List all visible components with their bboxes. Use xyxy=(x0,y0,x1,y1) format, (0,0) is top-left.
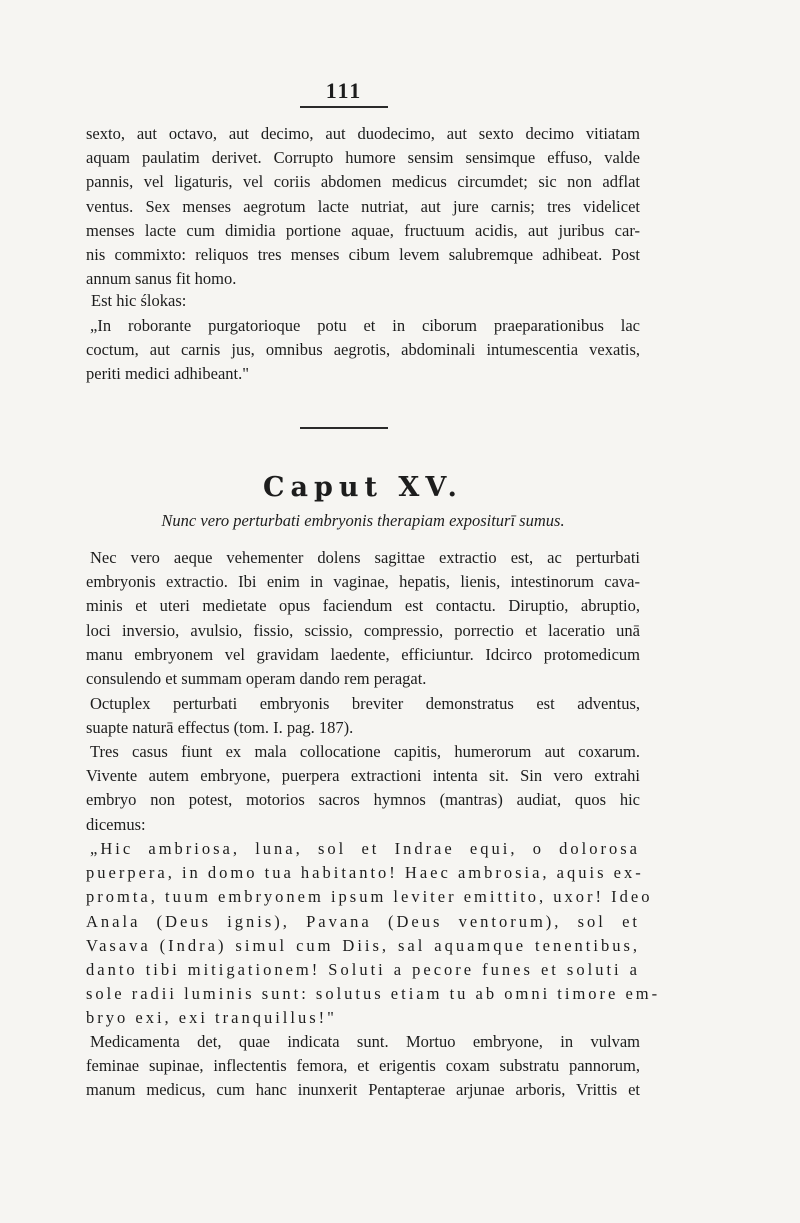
text-line: annum sanus fit homo. xyxy=(86,269,237,289)
text-line: Nec vero aeque vehementer dolens sagittae extractio est, ac perturbati xyxy=(90,548,640,567)
text-line: embryo non potest, motorios sacros hymnos (mantras) audiat, quos hic xyxy=(86,790,640,810)
text-line: Vivente autem embryone, puerpera extractioni intenta sit. Sin vero extrahi xyxy=(86,766,640,786)
text-line: embryonis extractio. Ibi enim in vaginae, hepatis, lienis, intestinorum cava- xyxy=(86,572,640,592)
text-line: ventus. Sex menses aegrotum lacte nutriat, aut jure carnis; tres videlicet xyxy=(86,196,640,216)
text-line: suapte naturā effectus (tom. I. pag. 187). xyxy=(86,718,354,738)
text-line: bryo exi, exi tranquillus!" xyxy=(86,1008,337,1028)
text-line: sexto, aut octavo, aut decimo, aut duodecimo, aut sexto decimo vitiatam xyxy=(86,124,640,143)
text-line: menses lacte cum dimidia portione aquae, fructuum acidis, aut juribus car- xyxy=(86,220,640,240)
text-line: minis et uteri medietate opus faciendum est contactu. Diruptio, abruptio, xyxy=(86,596,640,616)
paragraph-2 xyxy=(86,546,640,691)
text-line: Medicamenta det, quae indicata sunt. Mortuo embryone, in vulvam xyxy=(90,1032,640,1051)
text-line: Est hic ślokas: xyxy=(91,291,187,310)
quote-1 xyxy=(86,314,640,387)
text-line: Vasava (Indra) simul cum Diis, sal aquamque tenentibus, xyxy=(86,935,640,955)
header-rule xyxy=(300,106,388,108)
text-line: Anala (Deus ignis), Pavana (Deus ventorum), sol et xyxy=(86,911,640,931)
text-line: Tres casus fiunt ex mala collocatione capitis, humerorum aut coxarum. xyxy=(90,742,640,761)
text-line: periti medici adhibeant." xyxy=(86,364,249,384)
text-line: sole radii luminis sunt: solutus etiam tu ab omni timore em- xyxy=(86,984,661,1004)
text-line: coctum, aut carnis jus, omnibus aegrotis, abdominali intumescentia vexatis, xyxy=(86,340,640,360)
text-line: manum medicus, cum hanc inunxerit Pentapterae arjunae arboris, Vrittis et xyxy=(86,1080,640,1100)
paragraph-5 xyxy=(86,1030,640,1103)
text-line: pannis, vel ligaturis, vel coriis abdomen medicus circumdet; sic non adflat xyxy=(86,172,640,192)
chapter-heading: Caput XV. xyxy=(263,472,463,503)
chapter-subtitle: Nunc vero perturbati embryonis therapiam expositurī sumus. xyxy=(161,511,565,530)
text-line: consulendo et summam operam dando rem peragat. xyxy=(86,669,427,689)
text-line: aquam paulatim derivet. Corrupto humore sensim sensimque effuso, valde xyxy=(86,148,640,168)
text-line: loci inversio, avulsio, fissio, scissio, compressio, porrectio et laceratio unā xyxy=(86,620,640,640)
text-line: danto tibi mitigationem! Soluti a pecore funes et soluti a xyxy=(86,960,640,980)
text-line: „Hic ambriosa, luna, sol et Indrae equi, o dolorosa xyxy=(90,839,640,858)
quote-2 xyxy=(86,837,661,1031)
slokas-intro xyxy=(86,289,640,313)
text-line: puerpera, in domo tua habitanto! Haec ambrosia, aquis ex- xyxy=(86,863,644,883)
text-line: „In roborante purgatorioque potu et in ciborum praeparationibus lac xyxy=(90,316,640,335)
paragraph-1 xyxy=(86,122,640,291)
text-line: feminae supinae, inflectentis femora, et erigentis coxam substratu pannorum, xyxy=(86,1056,640,1076)
paragraph-3 xyxy=(86,692,640,740)
text-line: promta, tuum embryonem ipsum leviter emittito, uxor! Ideo xyxy=(86,887,653,907)
text-line: dicemus: xyxy=(86,814,146,834)
text-line: manu embryonem vel gravidam laedente, efficiuntur. Idcirco protomedicum xyxy=(86,644,640,664)
section-rule xyxy=(300,427,388,429)
text-line: Octuplex perturbati embryonis breviter demonstratus est adventus, xyxy=(90,694,640,713)
text-line: nis commixto: reliquos tres menses cibum levem salubremque adhibeat. Post xyxy=(86,245,640,265)
page-number: 111 xyxy=(325,78,363,103)
paragraph-4 xyxy=(86,740,640,837)
